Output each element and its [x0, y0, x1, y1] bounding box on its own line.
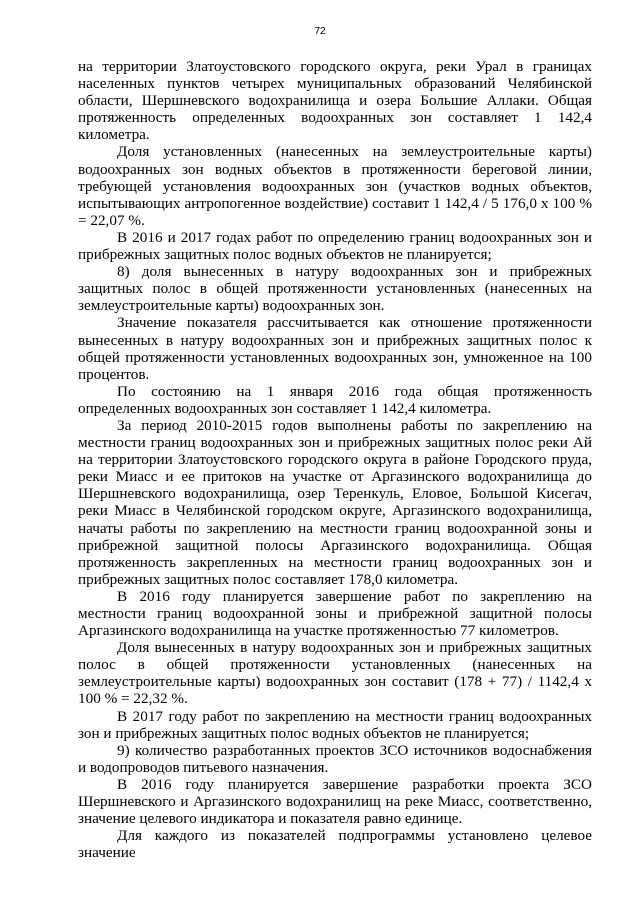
paragraph-status-2016: По состоянию на 1 января 2016 года общая протяженность определенных водоохранных зон составляет 1 142,4 километра. [78, 382, 592, 417]
paragraph-continued: на территории Златоустовского городского округа, реки Урал в границах населенных пунктов четырех муниципальных образований Челябинской области, Шершневского водохранилища и озера Большие Аллаки. Общая протяженность определенных водоохранных зон составляет 1 142,4 километра. [78, 58, 592, 144]
paragraph-plan-2016: В 2016 году планируется завершение работ по закреплению на местности границ водоохранной зоны и прибрежной защитной полосы Аргазинского водохранилища на участке протяженностью 77 километров. [78, 587, 592, 640]
paragraph-zso-project-2016: В 2016 году планируется завершение разработки проекта ЗСО Шершневского и Аргазинского водохранилищ на реке Миасс, соответственно, значение целевого индикатора и показателя равно единице. [78, 775, 592, 828]
paragraph-share-established-zones: Доля установленных (нанесенных на землеустроительные карты) водоохранных зон водных объектов в протяженности береговой линии, требующей установления водоохранных зон (участков водных объектов, испытывающих антропогенное воздействие) составит 1 142,4 / 5 176,0 х 100 % = 22,07 %. [78, 143, 592, 229]
paragraph-target-values: Для каждого из показателей подпрограммы установлено целевое значение [78, 827, 592, 862]
paragraph-share-marked-zones: Доля вынесенных в натуру водоохранных зон и прибрежных защитных полос в общей протяженности установленных (нанесенных на землеустроительные карты) водоохранных зон составит (178 + 77) / 1142,4 х 100 % = 22,32 %. [78, 639, 592, 708]
page-number: 72 [314, 26, 326, 37]
paragraph-calculation-method: Значение показателя рассчитывается как отношение протяженности вынесенных в натуру водоохранных зон и прибрежных защитных полос к общей протяженности установленных водоохранных зон, умноженное на 100 процентов. [78, 314, 592, 383]
paragraph-indicator-9: 9) количество разработанных проектов ЗСО источников водоснабжения и водопроводов питьевого назначения. [78, 741, 592, 776]
body-text [78, 58, 592, 861]
paragraph-indicator-8: 8) доля вынесенных в натуру водоохранных зон и прибрежных защитных полос в общей протяженности установленных (нанесенных на землеустроительные карты) водоохранных зон. [78, 263, 592, 315]
paragraph-period-2010-2015: За период 2010-2015 годов выполнены работы по закреплению на местности границ водоохранных зон и прибрежных защитных полос реки Ай на территории Златоустовского городского округа в районе Городского пруда, реки Миасс и ее притоков на участке от Аргазинского водохранилища до Шершневского водохранилища, озер Теренкуль, Еловое, Большой Кисегач, реки Миасс в Челябинской городском округе, Аргазинского водохранилища, начаты работы по закреплению на местности границ водоохранной зоны и прибрежной защитной полосы Аргазинского водохранилища. Общая протяженность закрепленных на местности границ водоохранных зон и прибрежных защитных полос составляет 178,0 километра. [78, 416, 592, 588]
paragraph-2017-no-work: В 2017 году работ по закреплению на местности границ водоохранных зон и прибрежных защитных полос водных объектов не планируется; [78, 707, 592, 742]
paragraph-2016-2017-no-work: В 2016 и 2017 годах работ по определению границ водоохранных зон и прибрежных защитных полос водных объектов не планируется; [78, 228, 592, 264]
